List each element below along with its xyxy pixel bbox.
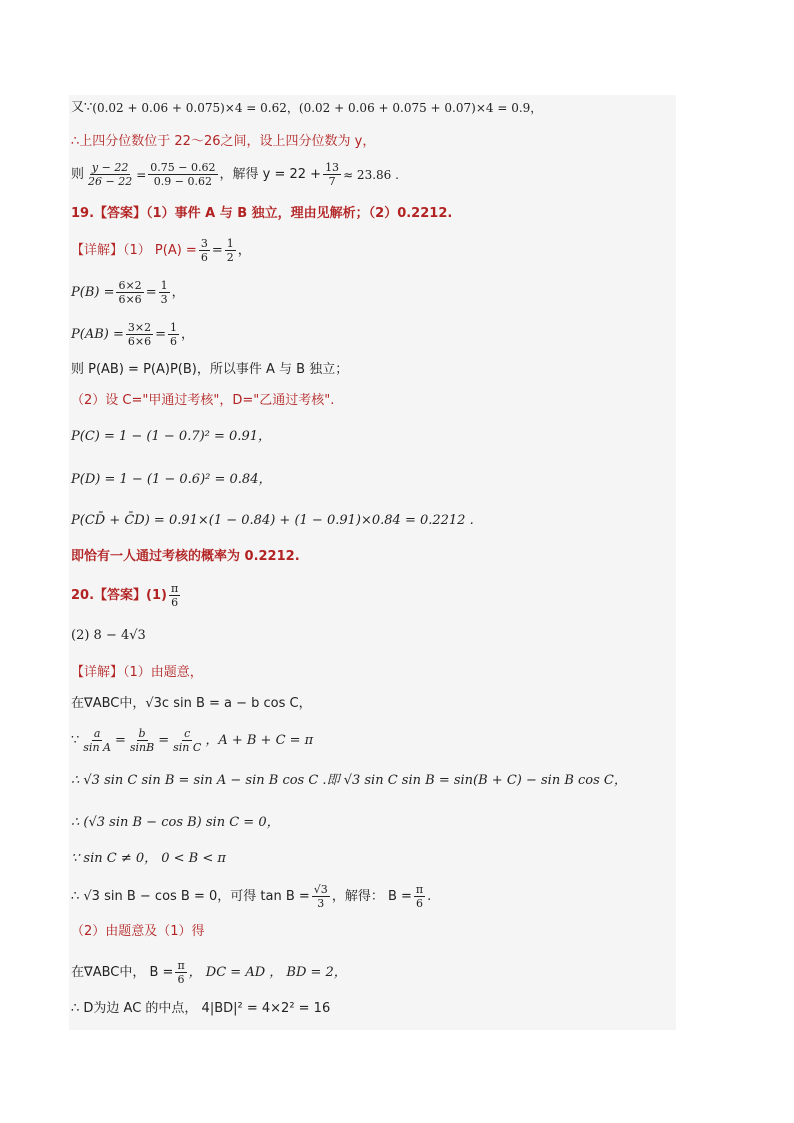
text-line: 则 P(AB) = P(A)P(B)，所以事件 A 与 B 独立； xyxy=(71,362,349,377)
text-line xyxy=(71,161,399,188)
text-segment: ∴ √3 sin B − cos B = 0，可得 tan B = xyxy=(71,888,310,904)
text-line xyxy=(71,883,431,910)
text-line: ∴上四分位数位于 22～26之间，设上四分位数为 y， xyxy=(71,134,376,149)
fraction: $\frac{\pi}{6}$ xyxy=(170,582,179,609)
fraction: $\frac{c}{\text{sin C}}$ xyxy=(173,727,202,754)
math-expression: (0.02 + 0.06 + 0.075)×4 = 0.62，(0.02 + 0.06 + 0.075 + 0.07)×4 = 0.9， xyxy=(92,101,543,115)
fraction: $\frac{0.75 - 0.62}{0.9 - 0.62}$ xyxy=(150,161,216,188)
math-line: ∴ √3 sin C sin B = sin A − sin B cos C .即 √3 sin C sin B = sin(B + C) − sin B cos C， xyxy=(71,773,627,788)
text-line xyxy=(71,99,542,117)
fraction: $\frac{1}{3}$ xyxy=(160,279,168,306)
fraction: $\frac{y - 22}{26 - 22}$ xyxy=(88,161,133,188)
text-line xyxy=(71,237,251,264)
text-segment: ，A + B + C = π xyxy=(205,732,314,748)
text-segment: = xyxy=(211,242,223,258)
text-line: 【详解】（1）由题意， xyxy=(71,665,203,680)
text-segment: ≈ 23.86 . xyxy=(343,167,399,182)
fraction: $\frac{3\times 2}{6\times 6}$ xyxy=(127,321,152,348)
text-segment: 【详解】（1） P(A) = xyxy=(71,242,197,258)
text-segment: = xyxy=(145,284,157,300)
text-line xyxy=(71,959,347,986)
fraction: $\frac{13}{7}$ xyxy=(325,161,340,188)
math-line: ∴ (√3 sin B − cos B) sin C = 0， xyxy=(71,815,280,830)
fraction: $\frac{√3}{3}$ xyxy=(313,883,328,910)
text-segment: = xyxy=(114,732,126,748)
answer-heading: 19.【答案】（1）事件 A 与 B 独立，理由见解析；（2）0.2212. xyxy=(71,206,453,221)
text-line: （2）由题意及（1）得 xyxy=(71,924,205,939)
text-segment: ∵ xyxy=(71,732,80,748)
fraction: $\frac{6\times 2}{6\times 6}$ xyxy=(118,279,142,306)
text-line xyxy=(71,279,185,306)
text-segment: 则 xyxy=(71,166,85,182)
text-segment: . xyxy=(427,888,432,904)
text-line: 即恰有一人通过考核的概率为 0.2212. xyxy=(71,549,300,564)
text-segment: P(AB) = xyxy=(71,326,124,342)
text-segment: 又∵ xyxy=(71,100,93,115)
text-segment: 在∇ABC中， B = xyxy=(71,964,174,980)
text-segment: ， xyxy=(171,284,185,300)
math-line: ∵ sin C ≠ 0， 0 < B < π xyxy=(71,851,226,866)
math-line: P(D) = 1 − (1 − 0.6)² = 0.84， xyxy=(71,472,272,487)
text-segment: ， DC = AD ， BD = 2， xyxy=(188,964,347,980)
text-line: 在∇ABC中，√3c sin B = a − b cos C， xyxy=(71,696,312,711)
text-segment: ，解得 y = 22 + xyxy=(219,166,322,182)
fraction: $\frac{a}{\text{sin A}}$ xyxy=(83,727,111,754)
fraction: $\frac{1}{6}$ xyxy=(169,321,177,348)
text-segment: ，解得： B = xyxy=(331,888,412,904)
document-page xyxy=(69,95,676,1030)
text-segment: 20.【答案】(1) xyxy=(71,587,167,603)
text-segment: = xyxy=(155,326,166,342)
answer-heading xyxy=(71,582,182,609)
text-segment: = xyxy=(136,167,147,182)
fraction: $\frac{b}{\sin B}$ xyxy=(129,727,155,754)
fraction: $\frac{3}{6}$ xyxy=(200,237,208,264)
text-segment: ， xyxy=(237,242,251,258)
text-line xyxy=(71,727,313,754)
text-segment: P(B) = xyxy=(71,284,115,300)
text-line: （2）设 C="甲通过考核"，D="乙通过考核". xyxy=(71,393,335,408)
math-line: P(CD̄ + C̄D) = 0.91×(1 − 0.84) + (1 − 0.91)×0.84 = 0.2212 . xyxy=(71,513,474,528)
fraction: $\frac{\pi}{6}$ xyxy=(415,883,424,910)
fraction: $\frac{1}{2}$ xyxy=(226,237,234,264)
text-segment: ， xyxy=(180,326,194,342)
text-line: (2) 8 − 4√3 xyxy=(71,628,146,643)
text-segment: = xyxy=(158,732,170,748)
fraction: $\frac{\pi}{6}$ xyxy=(177,959,185,986)
text-line: ∴ D为边 AC 的中点， 4|BD|² = 4×2² = 16 xyxy=(71,1001,331,1016)
math-line: P(C) = 1 − (1 − 0.7)² = 0.91， xyxy=(71,429,271,444)
text-line xyxy=(71,321,194,348)
